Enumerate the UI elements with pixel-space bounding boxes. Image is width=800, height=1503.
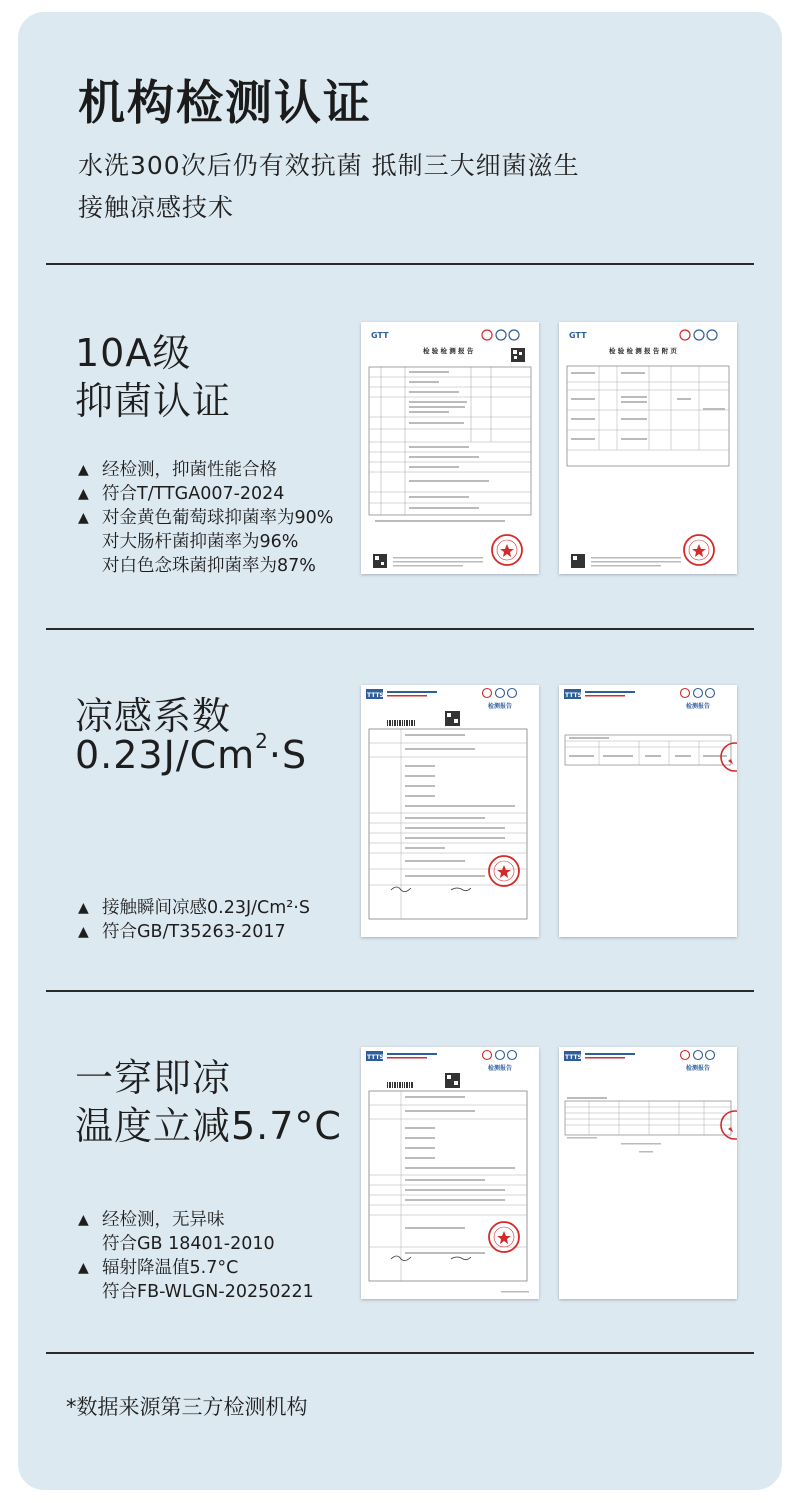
report-title: 检测报告: [488, 1065, 513, 1072]
bullet-item: ▲ 对金黄色葡萄球抑菌率为90%: [78, 508, 334, 528]
divider-2: [46, 628, 754, 630]
report-document-1a: [361, 322, 539, 574]
report-title: 检测报告: [488, 703, 513, 710]
report-title: 检 验 检 测 报 告 附 页: [609, 347, 677, 355]
subtitle-line-2: 接触凉感技术: [78, 193, 235, 222]
subtitle-line-1: 水洗300次后仍有效抗菌 抵制三大细菌滋生: [78, 151, 580, 180]
triangle-icon: ▲: [78, 1212, 89, 1228]
divider-1: [46, 263, 754, 265]
svg-text:TTTS: TTTS: [367, 692, 384, 699]
bullet-item: 符合FB-WLGN-20250221: [102, 1282, 314, 1302]
cma-mark-icon: [482, 330, 492, 340]
bullet-item: 符合GB 18401-2010: [102, 1234, 275, 1254]
section2-heading-line-2: $0.23J/Cm^2\cdot S$: [75, 729, 308, 777]
report-title: 检测报告: [686, 703, 711, 710]
bullet-item: 对白色念珠菌抑菌率为87%: [102, 556, 316, 576]
report-document-2a: [361, 685, 539, 937]
section3-bullets: [78, 1208, 314, 1304]
section1-bullets: [78, 458, 333, 578]
report-document-3a: [361, 1047, 539, 1299]
triangle-icon: ▲: [78, 510, 89, 526]
bullet-item: ▲ 符合GB/T35263-2017: [78, 922, 286, 942]
report-document-3b: [559, 1047, 737, 1299]
section2-bullets: [78, 896, 310, 944]
bullet-item: 对大肠杆菌抑菌率为96%: [102, 532, 299, 552]
page-title: 机构检测认证: [78, 76, 372, 131]
report-title: 检 验 检 测 报 告: [423, 347, 474, 355]
svg-text:TTTS: TTTS: [565, 692, 582, 699]
triangle-icon: ▲: [78, 462, 89, 478]
barcode-icon: [387, 1082, 413, 1088]
bullet-item: ▲ 接触瞬间凉感0.23J/Cm²·S: [78, 898, 310, 918]
bullet-item: ▲ 经检测，无异味: [78, 1210, 225, 1230]
report-document-1b: [559, 322, 737, 574]
gtt-logo-icon: GTT: [569, 331, 587, 340]
section1-heading-line-2: 抑菌认证: [75, 379, 232, 423]
section3-heading-line-1: 一穿即凉: [75, 1056, 232, 1100]
divider-3: [46, 990, 754, 992]
triangle-icon: ▲: [78, 486, 89, 502]
divider-4: [46, 1352, 754, 1354]
section2-heading-line-1: 凉感系数: [75, 694, 232, 738]
bullet-item: ▲ 符合T/TTGA007-2024: [78, 484, 285, 504]
bullet-item: ▲ 辐射降温值5.7°C: [78, 1258, 239, 1278]
triangle-icon: ▲: [78, 900, 89, 916]
triangle-icon: ▲: [78, 924, 89, 940]
report-document-2b: [559, 685, 737, 937]
svg-text:TTTS: TTTS: [367, 1054, 384, 1061]
report-title: 检测报告: [686, 1065, 711, 1072]
svg-text:TTTS: TTTS: [565, 1054, 582, 1061]
section3-heading-line-2: 温度立减5.7°C: [75, 1104, 342, 1148]
gtt-logo-icon: GTT: [371, 331, 389, 340]
triangle-icon: ▲: [78, 1260, 89, 1276]
footnote: *数据来源第三方检测机构: [66, 1395, 308, 1419]
section1-heading-line-1: 10A级: [75, 331, 192, 375]
barcode-icon: [387, 720, 415, 726]
bullet-item: ▲ 经检测，抑菌性能合格: [78, 460, 277, 480]
